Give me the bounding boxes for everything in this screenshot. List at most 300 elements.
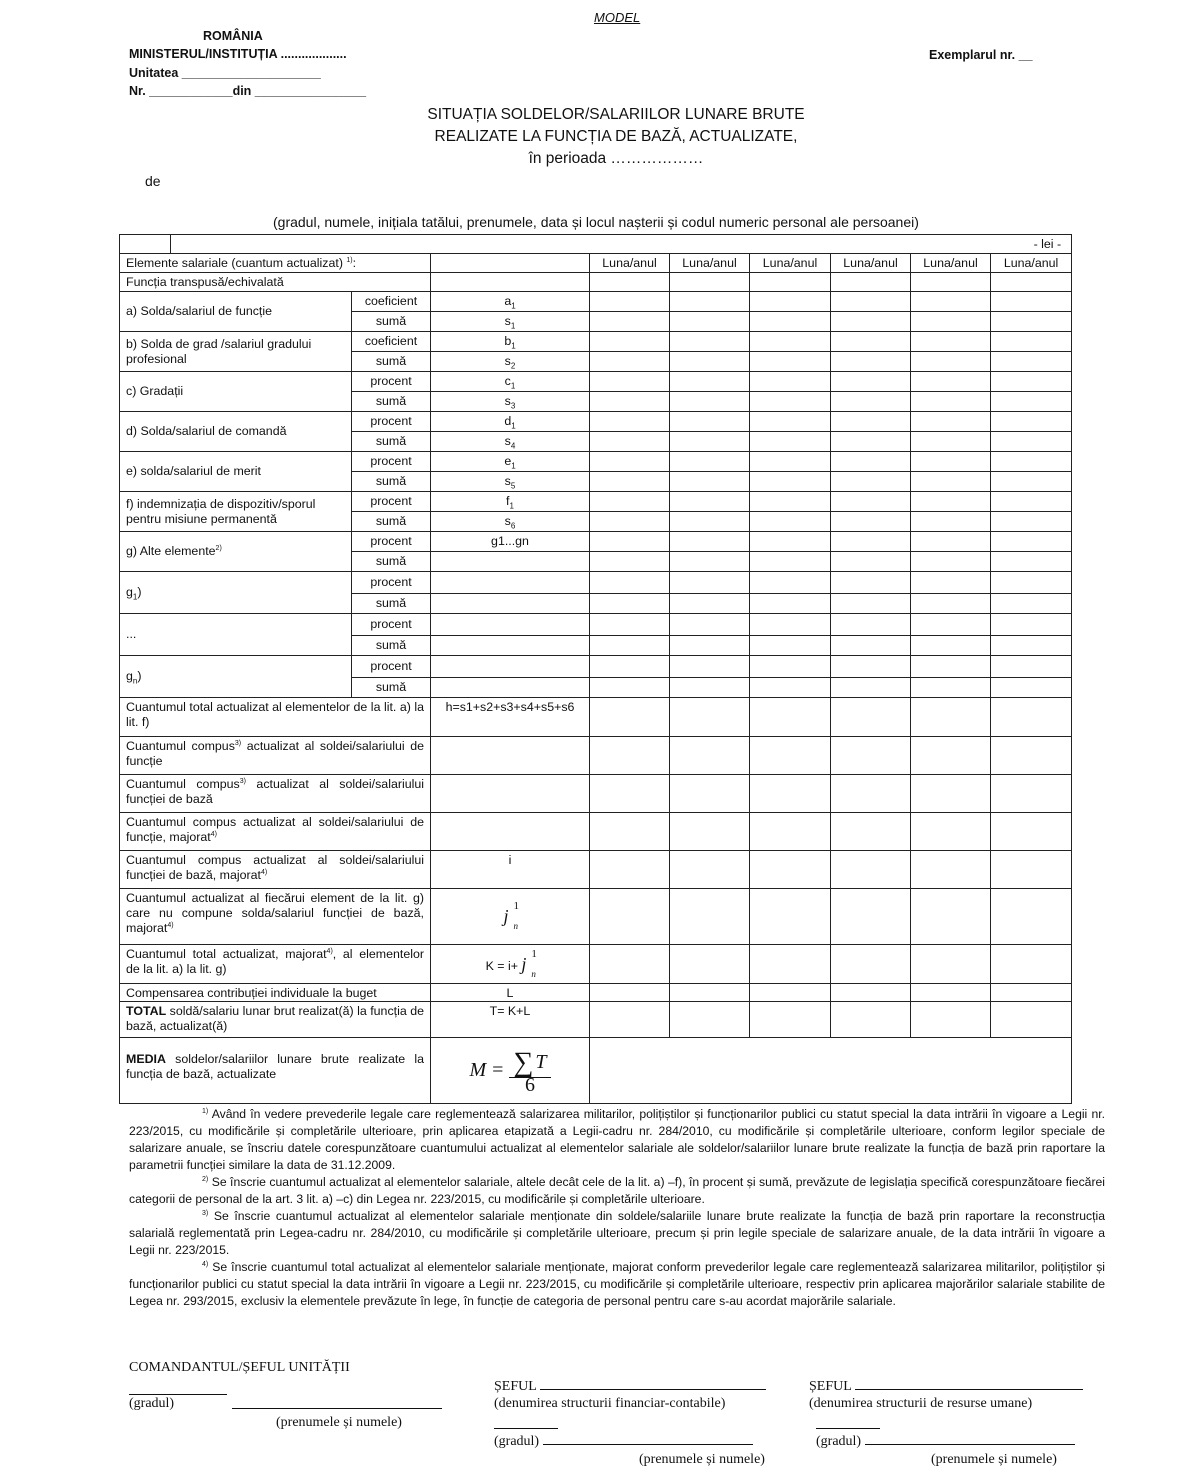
element-month-cell[interactable] — [750, 636, 831, 656]
element-month-cell[interactable] — [831, 594, 911, 614]
total-month-cell[interactable] — [991, 775, 1072, 813]
model-label: MODEL — [594, 10, 641, 25]
element-month-cell[interactable] — [590, 432, 670, 452]
element-month-cell[interactable] — [991, 312, 1072, 332]
element-month-cell[interactable] — [911, 292, 991, 312]
element-month-cell[interactable] — [991, 372, 1072, 392]
finance-grade-line — [494, 1418, 558, 1434]
element-month-cell[interactable] — [670, 332, 750, 352]
total-month-cell[interactable] — [670, 945, 750, 984]
value-type-label: sumă — [352, 432, 431, 452]
value-type-label: coeficient — [352, 332, 431, 352]
value-type-label: procent — [352, 492, 431, 512]
total-month-cell[interactable] — [911, 775, 991, 813]
element-month-cell[interactable] — [991, 352, 1072, 372]
element-month-cell[interactable] — [750, 532, 831, 552]
hr-name-label: (prenumele și numele) — [931, 1452, 1057, 1467]
element-month-cell[interactable] — [670, 412, 750, 432]
total-row-label: Cuantumul compus$^{3)}$ actualizat al soldei/salariului funcției de bază — [120, 775, 431, 813]
element-symbol: $c_1$ — [431, 372, 590, 392]
element-month-cell[interactable] — [590, 312, 670, 332]
element-symbol: $e_1$ — [431, 452, 590, 472]
element-month-cell[interactable] — [750, 512, 831, 532]
total-month-cell[interactable] — [590, 1002, 670, 1038]
element-month-cell[interactable] — [750, 332, 831, 352]
table-row — [120, 1002, 1072, 1038]
value-type-label: sumă — [352, 594, 431, 614]
element-month-cell[interactable] — [831, 292, 911, 312]
commander-grade-label: (gradul) — [129, 1396, 175, 1411]
element-month-cell[interactable] — [750, 432, 831, 452]
element-month-cell[interactable] — [670, 372, 750, 392]
element-month-cell[interactable] — [590, 452, 670, 472]
total-month-cell[interactable] — [750, 698, 831, 737]
table-row — [120, 292, 1072, 312]
element-month-cell[interactable] — [670, 636, 750, 656]
element-month-cell[interactable] — [590, 572, 670, 594]
element-month-cell[interactable] — [831, 492, 911, 512]
element-month-cell[interactable] — [670, 352, 750, 372]
total-month-cell[interactable] — [750, 984, 831, 1002]
total-month-cell[interactable] — [750, 775, 831, 813]
element-month-cell[interactable] — [750, 292, 831, 312]
element-month-cell[interactable] — [831, 614, 911, 636]
media-formula: M = ∑ T 6 — [431, 1038, 590, 1104]
element-symbol: $s_6$ — [431, 512, 590, 532]
element-symbol — [431, 572, 590, 594]
element-month-cell[interactable] — [911, 614, 991, 636]
salary-table — [119, 234, 1072, 1104]
element-month-cell[interactable] — [911, 678, 991, 698]
total-month-cell[interactable] — [831, 945, 911, 984]
total-month-cell[interactable] — [590, 889, 670, 945]
element-label: a) Solda/salariul de funcție — [120, 292, 352, 332]
total-row-label: TOTAL soldă/salariu lunar brut realizat(ă) la funcția de bază, actualizat(ă) — [120, 1002, 431, 1038]
value-type-label: sumă — [352, 678, 431, 698]
value-type-label: sumă — [352, 636, 431, 656]
total-month-cell[interactable] — [991, 851, 1072, 889]
total-month-cell[interactable] — [911, 889, 991, 945]
element-label: c) Gradații — [120, 372, 352, 412]
element-month-cell[interactable] — [670, 472, 750, 492]
element-month-cell[interactable] — [831, 656, 911, 678]
element-month-cell[interactable] — [750, 572, 831, 594]
total-month-cell[interactable] — [831, 775, 911, 813]
total-row-symbol: T= K+L — [431, 1002, 590, 1038]
element-label: $g_n$) — [120, 656, 352, 698]
table-row — [120, 698, 1072, 737]
element-month-cell[interactable] — [831, 472, 911, 492]
element-month-cell[interactable] — [831, 412, 911, 432]
element-symbol — [431, 636, 590, 656]
de-label: de — [145, 173, 161, 189]
element-month-cell[interactable] — [590, 472, 670, 492]
element-month-cell[interactable] — [750, 492, 831, 512]
hr-chief-label: ȘEFUL — [809, 1379, 1083, 1395]
element-month-cell[interactable] — [831, 678, 911, 698]
element-month-cell[interactable] — [911, 594, 991, 614]
table-row — [120, 532, 1072, 552]
table-row — [120, 775, 1072, 813]
total-month-cell[interactable] — [670, 813, 750, 851]
total-month-cell[interactable] — [991, 737, 1072, 775]
total-month-cell[interactable] — [670, 1002, 750, 1038]
month-column-header: Luna/anul — [991, 254, 1072, 273]
function-row-month-cell[interactable] — [670, 273, 750, 292]
total-month-cell[interactable] — [831, 737, 911, 775]
element-month-cell[interactable] — [670, 614, 750, 636]
month-column-header: Luna/anul — [750, 254, 831, 273]
hr-structure-label: (denumirea structurii de resurse umane) — [809, 1396, 1033, 1411]
element-month-cell[interactable] — [991, 412, 1072, 432]
element-month-cell[interactable] — [991, 472, 1072, 492]
total-month-cell[interactable] — [831, 698, 911, 737]
value-type-label: sumă — [352, 472, 431, 492]
element-month-cell[interactable] — [590, 292, 670, 312]
element-month-cell[interactable] — [590, 492, 670, 512]
element-month-cell[interactable] — [590, 412, 670, 432]
value-type-label: procent — [352, 614, 431, 636]
total-month-cell[interactable] — [590, 737, 670, 775]
element-month-cell[interactable] — [911, 432, 991, 452]
element-month-cell[interactable] — [991, 636, 1072, 656]
finance-chief-label: ȘEFUL — [494, 1379, 766, 1395]
element-month-cell[interactable] — [670, 432, 750, 452]
value-type-label: procent — [352, 656, 431, 678]
total-month-cell[interactable] — [670, 851, 750, 889]
element-month-cell[interactable] — [991, 572, 1072, 594]
element-symbol: $a_1$ — [431, 292, 590, 312]
total-month-cell[interactable] — [911, 1002, 991, 1038]
total-month-cell[interactable] — [670, 698, 750, 737]
function-row-month-cell[interactable] — [831, 273, 911, 292]
element-month-cell[interactable] — [911, 472, 991, 492]
element-month-cell[interactable] — [991, 614, 1072, 636]
element-month-cell[interactable] — [750, 312, 831, 332]
element-symbol: $b_1$ — [431, 332, 590, 352]
element-label: f) indemnizația de dispozitiv/sporul pentru misiune permanentă — [120, 492, 352, 532]
media-label: MEDIA soldelor/salariilor lunare brute realizate la funcția de bază, actualizate — [120, 1038, 431, 1104]
element-month-cell[interactable] — [750, 372, 831, 392]
value-type-label: procent — [352, 412, 431, 432]
hr-grade-label: (gradul) — [816, 1434, 1075, 1450]
function-row-month-cell[interactable] — [590, 273, 670, 292]
element-month-cell[interactable] — [590, 332, 670, 352]
element-month-cell[interactable] — [991, 492, 1072, 512]
total-month-cell[interactable] — [831, 984, 911, 1002]
element-month-cell[interactable] — [750, 678, 831, 698]
finance-structure-label: (denumirea structurii financiar-contabile) — [494, 1396, 726, 1411]
total-row-symbol — [431, 889, 590, 945]
element-month-cell[interactable] — [590, 552, 670, 572]
element-month-cell[interactable] — [911, 552, 991, 572]
element-month-cell[interactable] — [991, 512, 1072, 532]
total-month-cell[interactable] — [670, 737, 750, 775]
month-column-header: Luna/anul — [831, 254, 911, 273]
element-month-cell[interactable] — [590, 636, 670, 656]
total-month-cell[interactable] — [991, 1002, 1072, 1038]
total-month-cell[interactable] — [750, 737, 831, 775]
function-row-month-cell[interactable] — [750, 273, 831, 292]
table-row — [120, 372, 1072, 392]
element-month-cell[interactable] — [991, 392, 1072, 412]
element-label: b) Solda de grad /salariul gradului profesional — [120, 332, 352, 372]
element-month-cell[interactable] — [831, 512, 911, 532]
value-type-label: procent — [352, 452, 431, 472]
ministry-field: MINISTERUL/INSTITUȚIA ................... — [129, 47, 347, 61]
element-month-cell[interactable] — [991, 678, 1072, 698]
title-line-3: în perioada ……………… — [528, 150, 704, 167]
table-row — [120, 614, 1072, 636]
element-month-cell[interactable] — [831, 352, 911, 372]
total-month-cell[interactable] — [991, 889, 1072, 945]
element-month-cell[interactable] — [831, 552, 911, 572]
element-month-cell[interactable] — [670, 572, 750, 594]
element-symbol: $s_5$ — [431, 472, 590, 492]
commander-title: COMANDANTUL/ȘEFUL UNITĂȚII — [129, 1360, 350, 1375]
element-month-cell[interactable] — [991, 552, 1072, 572]
element-month-cell[interactable] — [670, 678, 750, 698]
element-month-cell[interactable] — [590, 678, 670, 698]
total-row-symbol: h=s1+s2+s3+s4+s5+s6 — [431, 698, 590, 737]
element-symbol: $f_1$ — [431, 492, 590, 512]
element-symbol: g1...gn — [431, 532, 590, 552]
hr-grade-line — [816, 1418, 880, 1434]
element-month-cell[interactable] — [831, 452, 911, 472]
element-month-cell[interactable] — [831, 572, 911, 594]
month-column-header: Luna/anul — [670, 254, 750, 273]
table-row — [120, 572, 1072, 594]
currency-label: - lei - — [171, 235, 1072, 254]
total-month-cell[interactable] — [670, 984, 750, 1002]
table-row — [120, 737, 1072, 775]
table-row — [120, 332, 1072, 352]
total-month-cell[interactable] — [991, 698, 1072, 737]
total-row-symbol — [431, 775, 590, 813]
element-month-cell[interactable] — [670, 392, 750, 412]
total-month-cell[interactable] — [590, 775, 670, 813]
total-month-cell[interactable] — [670, 889, 750, 945]
element-month-cell[interactable] — [831, 372, 911, 392]
total-month-cell[interactable] — [911, 737, 991, 775]
element-month-cell[interactable] — [750, 352, 831, 372]
total-month-cell[interactable] — [911, 851, 991, 889]
element-symbol — [431, 552, 590, 572]
total-row-label: Cuantumul compus actualizat al soldei/salariului funcției de bază, majorat$^{4)}$ — [120, 851, 431, 889]
element-month-cell[interactable] — [590, 372, 670, 392]
table-row — [120, 1038, 1072, 1104]
table-corner-cell — [120, 235, 171, 254]
element-month-cell[interactable] — [991, 432, 1072, 452]
total-month-cell[interactable] — [831, 813, 911, 851]
element-month-cell[interactable] — [911, 312, 991, 332]
element-month-cell[interactable] — [750, 594, 831, 614]
total-month-cell[interactable] — [831, 1002, 911, 1038]
element-month-cell[interactable] — [991, 292, 1072, 312]
function-row-symbol — [431, 273, 590, 292]
j-symbol: j 1 n — [521, 947, 537, 979]
commander-name-line — [232, 1398, 442, 1414]
element-month-cell[interactable] — [831, 532, 911, 552]
element-month-cell[interactable] — [670, 594, 750, 614]
element-symbol: $d_1$ — [431, 412, 590, 432]
element-month-cell[interactable] — [911, 636, 991, 656]
element-month-cell[interactable] — [590, 614, 670, 636]
unit-field: Unitatea ____________________ — [129, 66, 321, 80]
table-row — [120, 889, 1072, 945]
element-month-cell[interactable] — [911, 352, 991, 372]
footnotes — [129, 1106, 1105, 1310]
table-row — [120, 656, 1072, 678]
element-month-cell[interactable] — [991, 594, 1072, 614]
element-month-cell[interactable] — [831, 332, 911, 352]
finance-name-label: (prenumele și numele) — [639, 1452, 765, 1467]
element-label: d) Solda/salariul de comandă — [120, 412, 352, 452]
element-month-cell[interactable] — [911, 492, 991, 512]
element-month-cell[interactable] — [670, 532, 750, 552]
table-row — [120, 945, 1072, 984]
element-symbol: $s_4$ — [431, 432, 590, 452]
element-month-cell[interactable] — [670, 552, 750, 572]
element-month-cell[interactable] — [750, 656, 831, 678]
table-row — [120, 412, 1072, 432]
element-month-cell[interactable] — [590, 352, 670, 372]
element-month-cell[interactable] — [750, 392, 831, 412]
element-month-cell[interactable] — [911, 372, 991, 392]
total-month-cell[interactable] — [991, 945, 1072, 984]
value-type-label: sumă — [352, 392, 431, 412]
value-type-label: sumă — [352, 312, 431, 332]
number-field: Nr. ____________din ________________ — [129, 84, 367, 98]
total-month-cell[interactable] — [911, 698, 991, 737]
element-month-cell[interactable] — [831, 312, 911, 332]
title-line-1: SITUAȚIA SOLDELOR/SALARIILOR LUNARE BRUTE — [427, 106, 805, 123]
total-row-label: Cuantumul total actualizat, majorat$^{4)}$, al elementelor de la lit. a) la lit. g) — [120, 945, 431, 984]
total-row-label: Cuantumul total actualizat al elementelor de la lit. a) la lit. f) — [120, 698, 431, 737]
element-month-cell[interactable] — [670, 292, 750, 312]
total-row-label: Cuantumul compus$^{3)}$ actualizat al soldei/salariului de funcție — [120, 737, 431, 775]
value-type-label: procent — [352, 532, 431, 552]
element-label: $g_1$) — [120, 572, 352, 614]
element-month-cell[interactable] — [991, 532, 1072, 552]
footnote: $^{1)}$ Având în vedere prevederile legale care reglementează salarizarea militarilor, polițiștilor și funcționarilor publici cu statut special la data intrării în vigoare a Legii nr. 223/2015, cu modificările și completările ulterioare, prin aplicarea etapizată a Legii-cadru nr. 284/2010, cu modificările și completările ulterioare, conform legilor speciale de salarizare anuale, se înscriu datele corespunzătoare cuantumului actualizat al elementelor salariale ale soldelor/salariilor lunare brute realizate la funcția de bază prin raportare la parametrii funcției similare la data de 31.12.2009. — [129, 1107, 1105, 1172]
table-row — [120, 452, 1072, 472]
total-month-cell[interactable] — [750, 851, 831, 889]
commander-name-label: (prenumele și numele) — [276, 1415, 402, 1430]
element-month-cell[interactable] — [911, 512, 991, 532]
element-symbol: $s_2$ — [431, 352, 590, 372]
element-month-cell[interactable] — [750, 552, 831, 572]
element-month-cell[interactable] — [590, 392, 670, 412]
total-month-cell[interactable] — [590, 945, 670, 984]
total-month-cell[interactable] — [590, 984, 670, 1002]
total-month-cell[interactable] — [670, 775, 750, 813]
element-symbol — [431, 656, 590, 678]
element-month-cell[interactable] — [991, 452, 1072, 472]
value-type-label: procent — [352, 572, 431, 594]
total-month-cell[interactable] — [991, 984, 1072, 1002]
element-month-cell[interactable] — [831, 636, 911, 656]
total-month-cell[interactable] — [911, 945, 991, 984]
element-month-cell[interactable] — [831, 392, 911, 412]
finance-grade-label: (gradul) — [494, 1434, 753, 1450]
footnote: $^{4)}$ Se înscrie cuantumul total actualizat al elementelor salariale menționate, majorat conform prevederilor legale care reglementează salarizarea militarilor, polițiștilor și funcționarilor publici cu statut special la data intrării în vigoare a Legii nr. 223/2015, cu modificările și completările ulterioare, respectiv prin aplicarea majorărilor salariale stabilite de Legea nr. 293/2015, exclusiv la elementele prevăzute în lege, în funcție de categoria de personal pentru care s-au acordat majorările salariale. — [129, 1260, 1105, 1308]
total-row-label: Cuantumul actualizat al fiecărui element de la lit. g) care nu compune solda/salariul funcției de bază, majorat$^{4)}$ — [120, 889, 431, 945]
total-month-cell[interactable] — [590, 851, 670, 889]
total-row-symbol: i — [431, 851, 590, 889]
footnote: $^{2)}$ Se înscrie cuantumul actualizat al elementelor salariale, altele decât cele de la lit. a) –f), în procent și sumă, prevăzute de legislația specifică corespunzătoare fiecărei categorii de personal de la art. 3 lit. a) –c) din Legea nr. 223/2015, cu modificările și completările ulterioare. — [129, 1175, 1105, 1206]
total-row-symbol — [431, 813, 590, 851]
element-month-cell[interactable] — [911, 532, 991, 552]
total-row-symbol — [431, 737, 590, 775]
function-row-month-cell[interactable] — [911, 273, 991, 292]
element-month-cell[interactable] — [670, 492, 750, 512]
element-month-cell[interactable] — [590, 532, 670, 552]
total-month-cell[interactable] — [750, 1002, 831, 1038]
element-month-cell[interactable] — [750, 614, 831, 636]
j-symbol: j 1 n — [503, 900, 519, 931]
element-month-cell[interactable] — [750, 472, 831, 492]
element-month-cell[interactable] — [911, 332, 991, 352]
value-type-label: procent — [352, 372, 431, 392]
value-type-label: sumă — [352, 552, 431, 572]
person-note: (gradul, numele, inițiala tatălui, prenumele, data și locul nașterii și codul numeric personal ale persoanei) — [273, 214, 919, 230]
elements-header: Elemente salariale (cuantum actualizat) $^{1)}$: — [120, 254, 431, 273]
footnote: $^{3)}$ Se înscrie cuantumul actualizat al elementelor salariale menționate din soldele/salariile lunare brute realizate la funcția de bază prin raportare la reconstrucția salarială reglementată prin Legea-cadru nr. 284/2010, cu modificările și completările ulterioare, precum și prin legile speciale de salarizare anuale, de la data intrării în vigoare a Legii nr. 223/2015. — [129, 1209, 1105, 1257]
function-row-month-cell[interactable] — [991, 273, 1072, 292]
element-month-cell[interactable] — [750, 412, 831, 432]
element-month-cell[interactable] — [590, 594, 670, 614]
element-month-cell[interactable] — [750, 452, 831, 472]
element-symbol: $s_1$ — [431, 312, 590, 332]
symbol-column-header — [431, 254, 590, 273]
total-row-label: Cuantumul compus actualizat al soldei/salariului de funcție, majorat$^{4)}$ — [120, 813, 431, 851]
element-month-cell[interactable] — [911, 452, 991, 472]
total-month-cell[interactable] — [750, 813, 831, 851]
element-month-cell[interactable] — [590, 656, 670, 678]
element-month-cell[interactable] — [911, 572, 991, 594]
element-symbol: $s_3$ — [431, 392, 590, 412]
element-month-cell[interactable] — [670, 656, 750, 678]
element-month-cell[interactable] — [911, 412, 991, 432]
total-month-cell[interactable] — [590, 698, 670, 737]
total-month-cell[interactable] — [831, 851, 911, 889]
total-month-cell[interactable] — [991, 813, 1072, 851]
element-month-cell[interactable] — [670, 512, 750, 532]
total-month-cell[interactable] — [831, 889, 911, 945]
country-label: ROMÂNIA — [203, 29, 263, 43]
total-month-cell[interactable] — [750, 889, 831, 945]
element-month-cell[interactable] — [911, 392, 991, 412]
month-column-header: Luna/anul — [911, 254, 991, 273]
media-value-cell[interactable] — [590, 1038, 1072, 1104]
total-month-cell[interactable] — [911, 813, 991, 851]
table-row — [120, 984, 1072, 1002]
element-month-cell[interactable] — [670, 452, 750, 472]
element-month-cell[interactable] — [831, 432, 911, 452]
table-row — [120, 492, 1072, 512]
element-symbol — [431, 678, 590, 698]
total-row-symbol: L — [431, 984, 590, 1002]
element-month-cell[interactable] — [991, 332, 1072, 352]
total-month-cell[interactable] — [590, 813, 670, 851]
element-month-cell[interactable] — [911, 656, 991, 678]
element-month-cell[interactable] — [590, 512, 670, 532]
total-month-cell[interactable] — [750, 945, 831, 984]
element-month-cell[interactable] — [991, 656, 1072, 678]
total-month-cell[interactable] — [911, 984, 991, 1002]
element-month-cell[interactable] — [670, 312, 750, 332]
